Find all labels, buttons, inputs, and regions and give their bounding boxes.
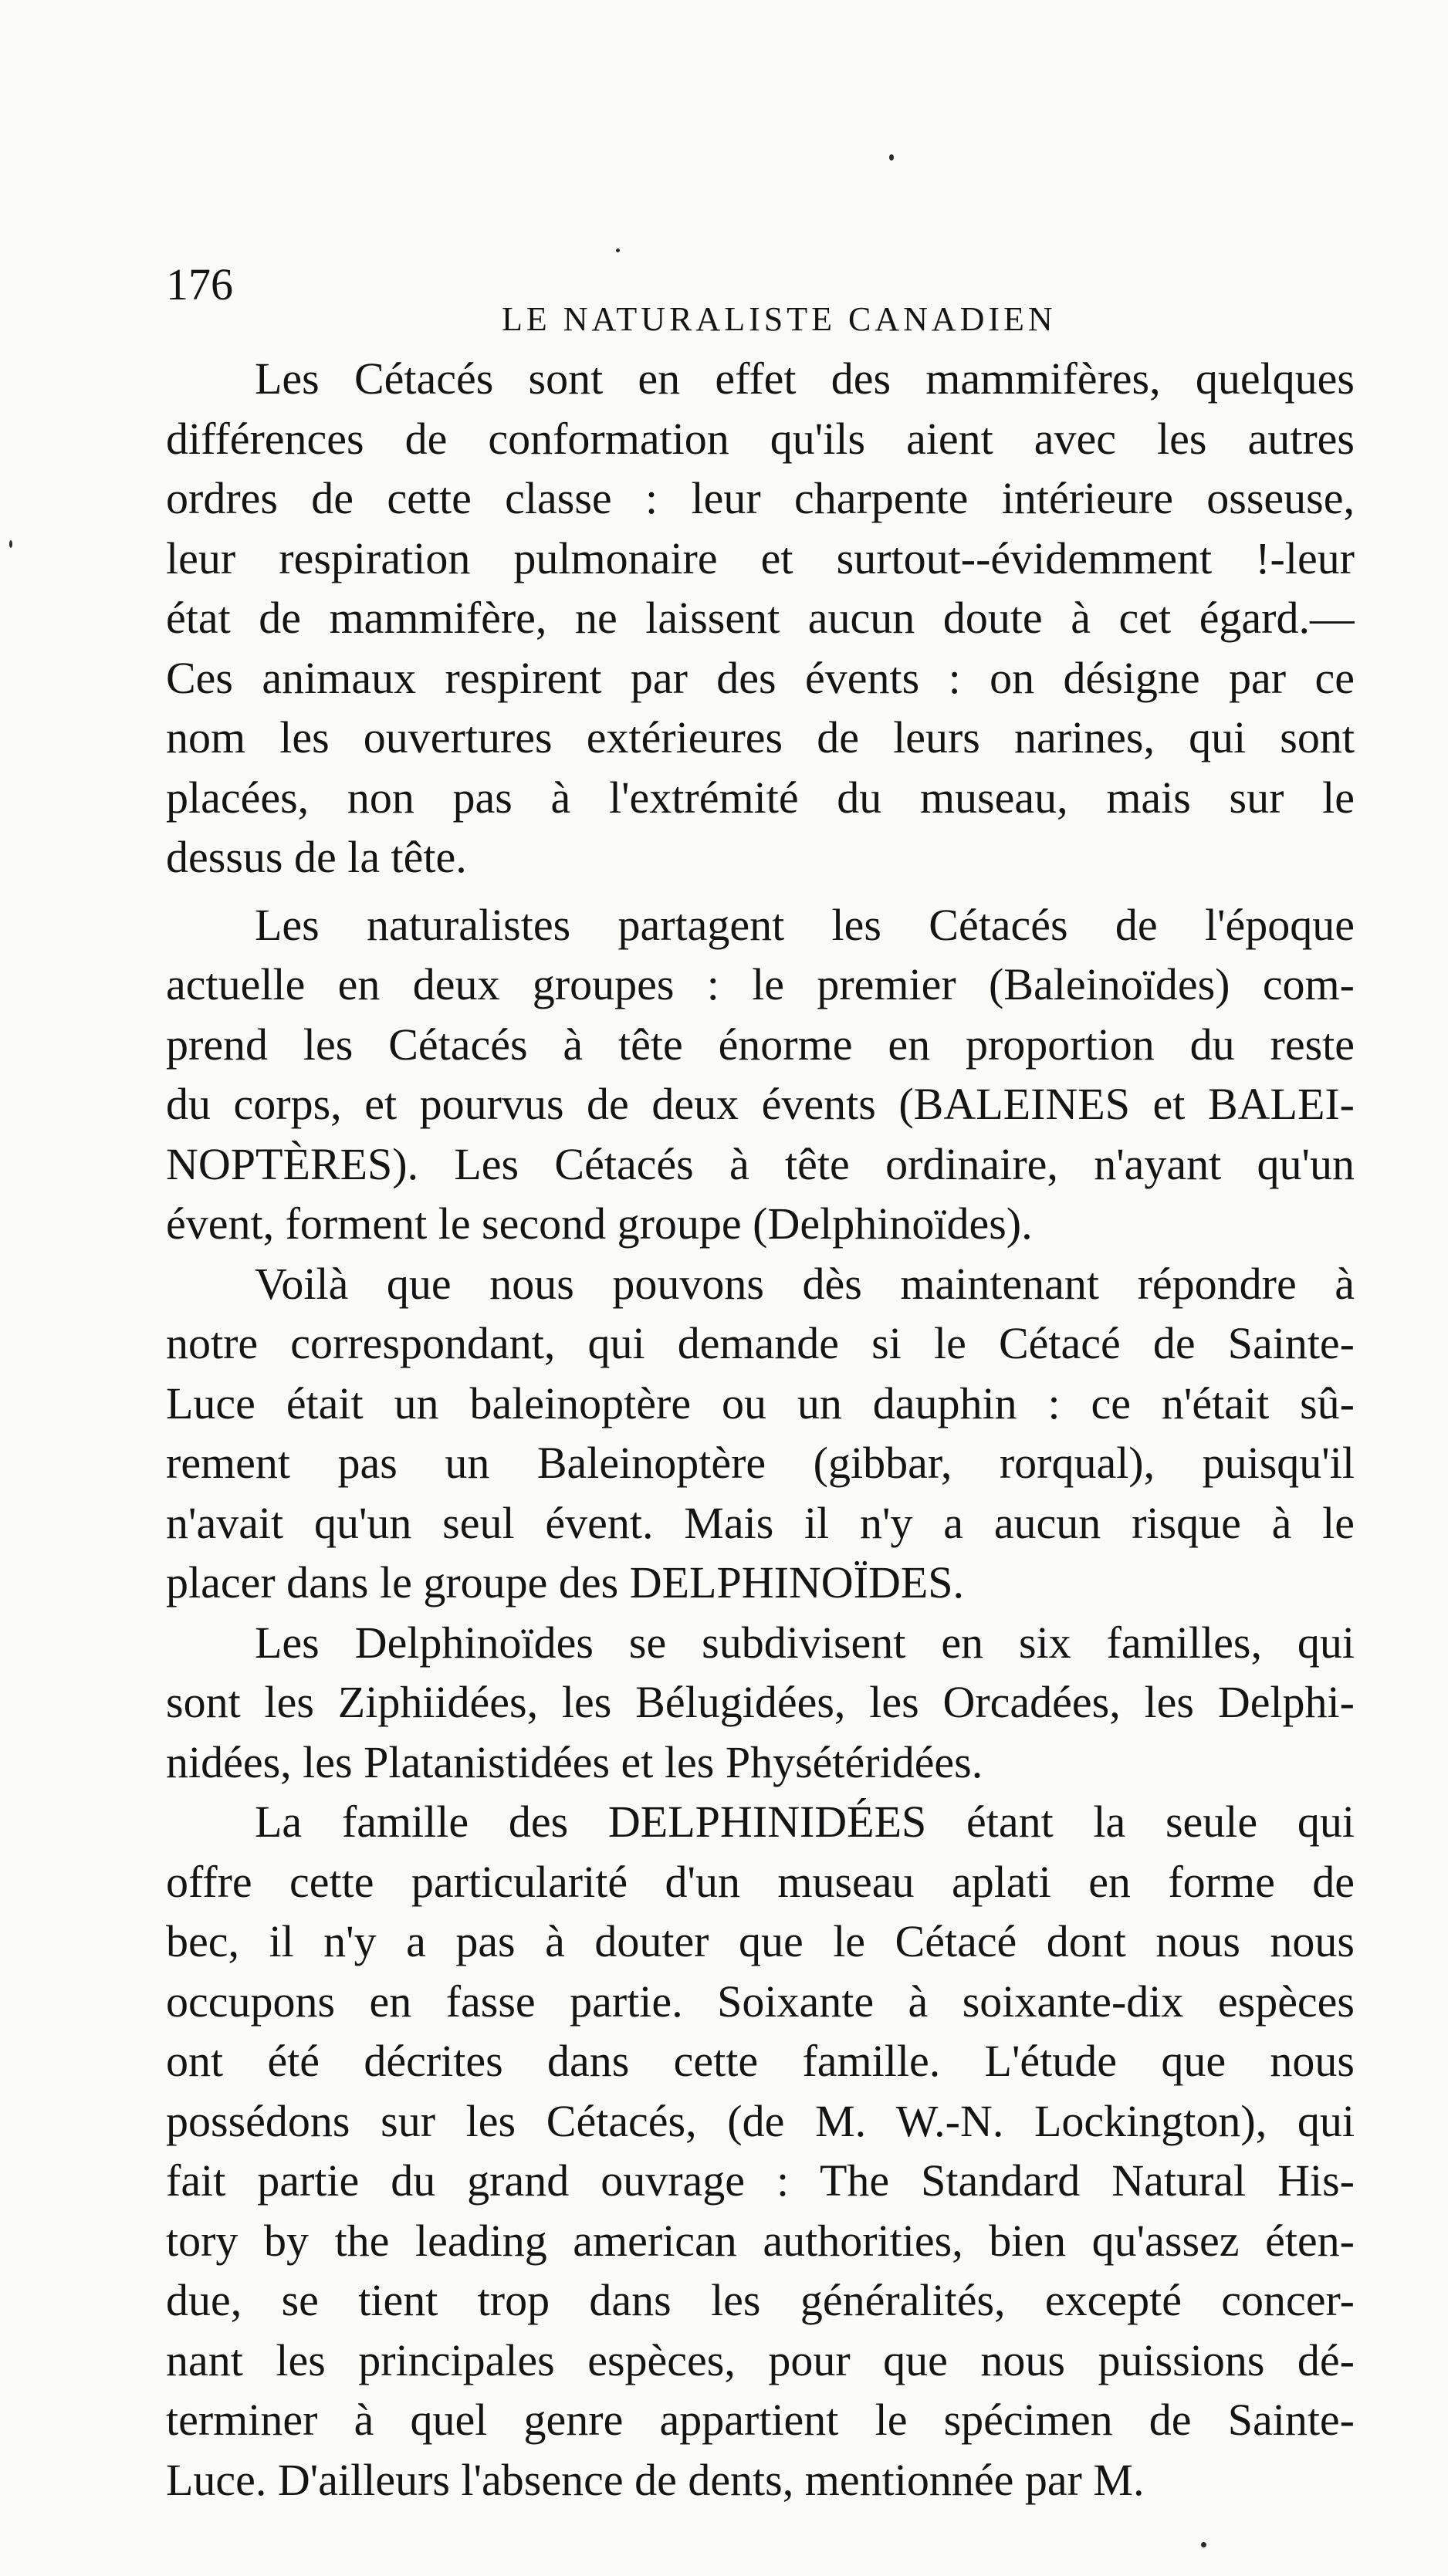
page-number: 176 [166, 259, 233, 309]
text-line: due, se tient trop dans les généralités, excepté concer- [166, 2275, 1355, 2325]
text-line: Les Delphinoïdes se subdivisent en six familles, qui [255, 1617, 1355, 1668]
text-line: nant les principales espèces, pour que nous puissions dé- [166, 2334, 1355, 2385]
text-line: nom les ouvertures extérieures de leurs narines, qui sont [166, 712, 1355, 762]
text-line: tory by the leading american authorities, bien qu'assez éten- [166, 2215, 1355, 2266]
text-line: fait partie du grand ouvrage : The Standard Natural His- [166, 2155, 1355, 2206]
text-line: La famille des DELPHINIDÉES étant la seule qui [255, 1797, 1355, 1847]
text-line: placées, non pas à l'extrémité du museau, mais sur le [166, 772, 1355, 823]
text-line: ont été décrites dans cette famille. L'étude que nous [166, 2036, 1355, 2086]
text-line: notre correspondant, qui demande si le Cétacé de Sainte- [166, 1318, 1355, 1368]
body-text [166, 349, 1355, 2510]
text-line: Voilà que nous pouvons dès maintenant répondre à [255, 1258, 1355, 1309]
scan-speck [889, 154, 894, 161]
text-line: ordres de cette classe : leur charpente intérieure osseuse, [166, 473, 1355, 523]
text-line: sont les Ziphiidées, les Bélugidées, les Orcadées, les Delphi- [166, 1677, 1355, 1727]
text-line: évent, forment le second groupe (Delphinoïdes). [166, 1198, 1033, 1249]
text-line: offre cette particularité d'un museau aplati en forme de [166, 1856, 1355, 1907]
text-line: nidées, les Platanistidées et les Physétéridées. [166, 1736, 983, 1787]
text-line: prend les Cétacés à tête énorme en proportion du reste [166, 1019, 1355, 1070]
text-line: Luce. D'ailleurs l'absence de dents, mentionnée par M. [166, 2454, 1145, 2505]
text-line: placer dans le groupe des DELPHINOÏDES. [166, 1557, 965, 1607]
text-line: terminer à quel genre appartient le spécimen de Sainte- [166, 2395, 1355, 2445]
text-line: actuelle en deux groupes : le premier (Baleinoïdes) com- [166, 959, 1355, 1009]
text-line: Les Cétacés sont en effet des mammifères, quelques [255, 353, 1355, 404]
text-line: du corps, et pourvus de deux évents (BALEINES et BALEI- [166, 1079, 1355, 1129]
text-line: Luce était un baleinoptère ou un dauphin : ce n'était sû- [166, 1378, 1355, 1428]
text-line: Les naturalistes partagent les Cétacés de l'époque [255, 899, 1355, 950]
text-line: leur respiration pulmonaire et surtout--évidemment !-leur [166, 532, 1355, 583]
text-line: possédons sur les Cétacés, (de M. W.-N. Lockington), qui [166, 2095, 1355, 2146]
running-head: LE NATURALISTE CANADIEN [502, 300, 1057, 338]
scan-speck [9, 540, 12, 548]
text-line: Ces animaux respirent par des évents : on désigne par ce [166, 652, 1355, 703]
text-line: différences de conformation qu'ils aient avec les autres [166, 413, 1355, 464]
text-line: n'avait qu'un seul évent. Mais il n'y a aucun risque à le [166, 1497, 1355, 1548]
text-line: rement pas un Baleinoptère (gibbar, rorqual), puisqu'il [166, 1438, 1355, 1488]
text-line: dessus de la tête. [166, 832, 467, 882]
text-line: bec, il n'y a pas à douter que le Cétacé dont nous nous [166, 1916, 1355, 1966]
text-line: NOPTÈRES). Les Cétacés à tête ordinaire, n'ayant qu'un [166, 1138, 1355, 1189]
scan-speck [616, 248, 620, 252]
text-line: état de mammifère, ne laissent aucun doute à cet égard.— [166, 593, 1355, 643]
scan-speck [1201, 2542, 1206, 2547]
text-line: occupons en fasse partie. Soixante à soixante-dix espèces [166, 1976, 1355, 2027]
